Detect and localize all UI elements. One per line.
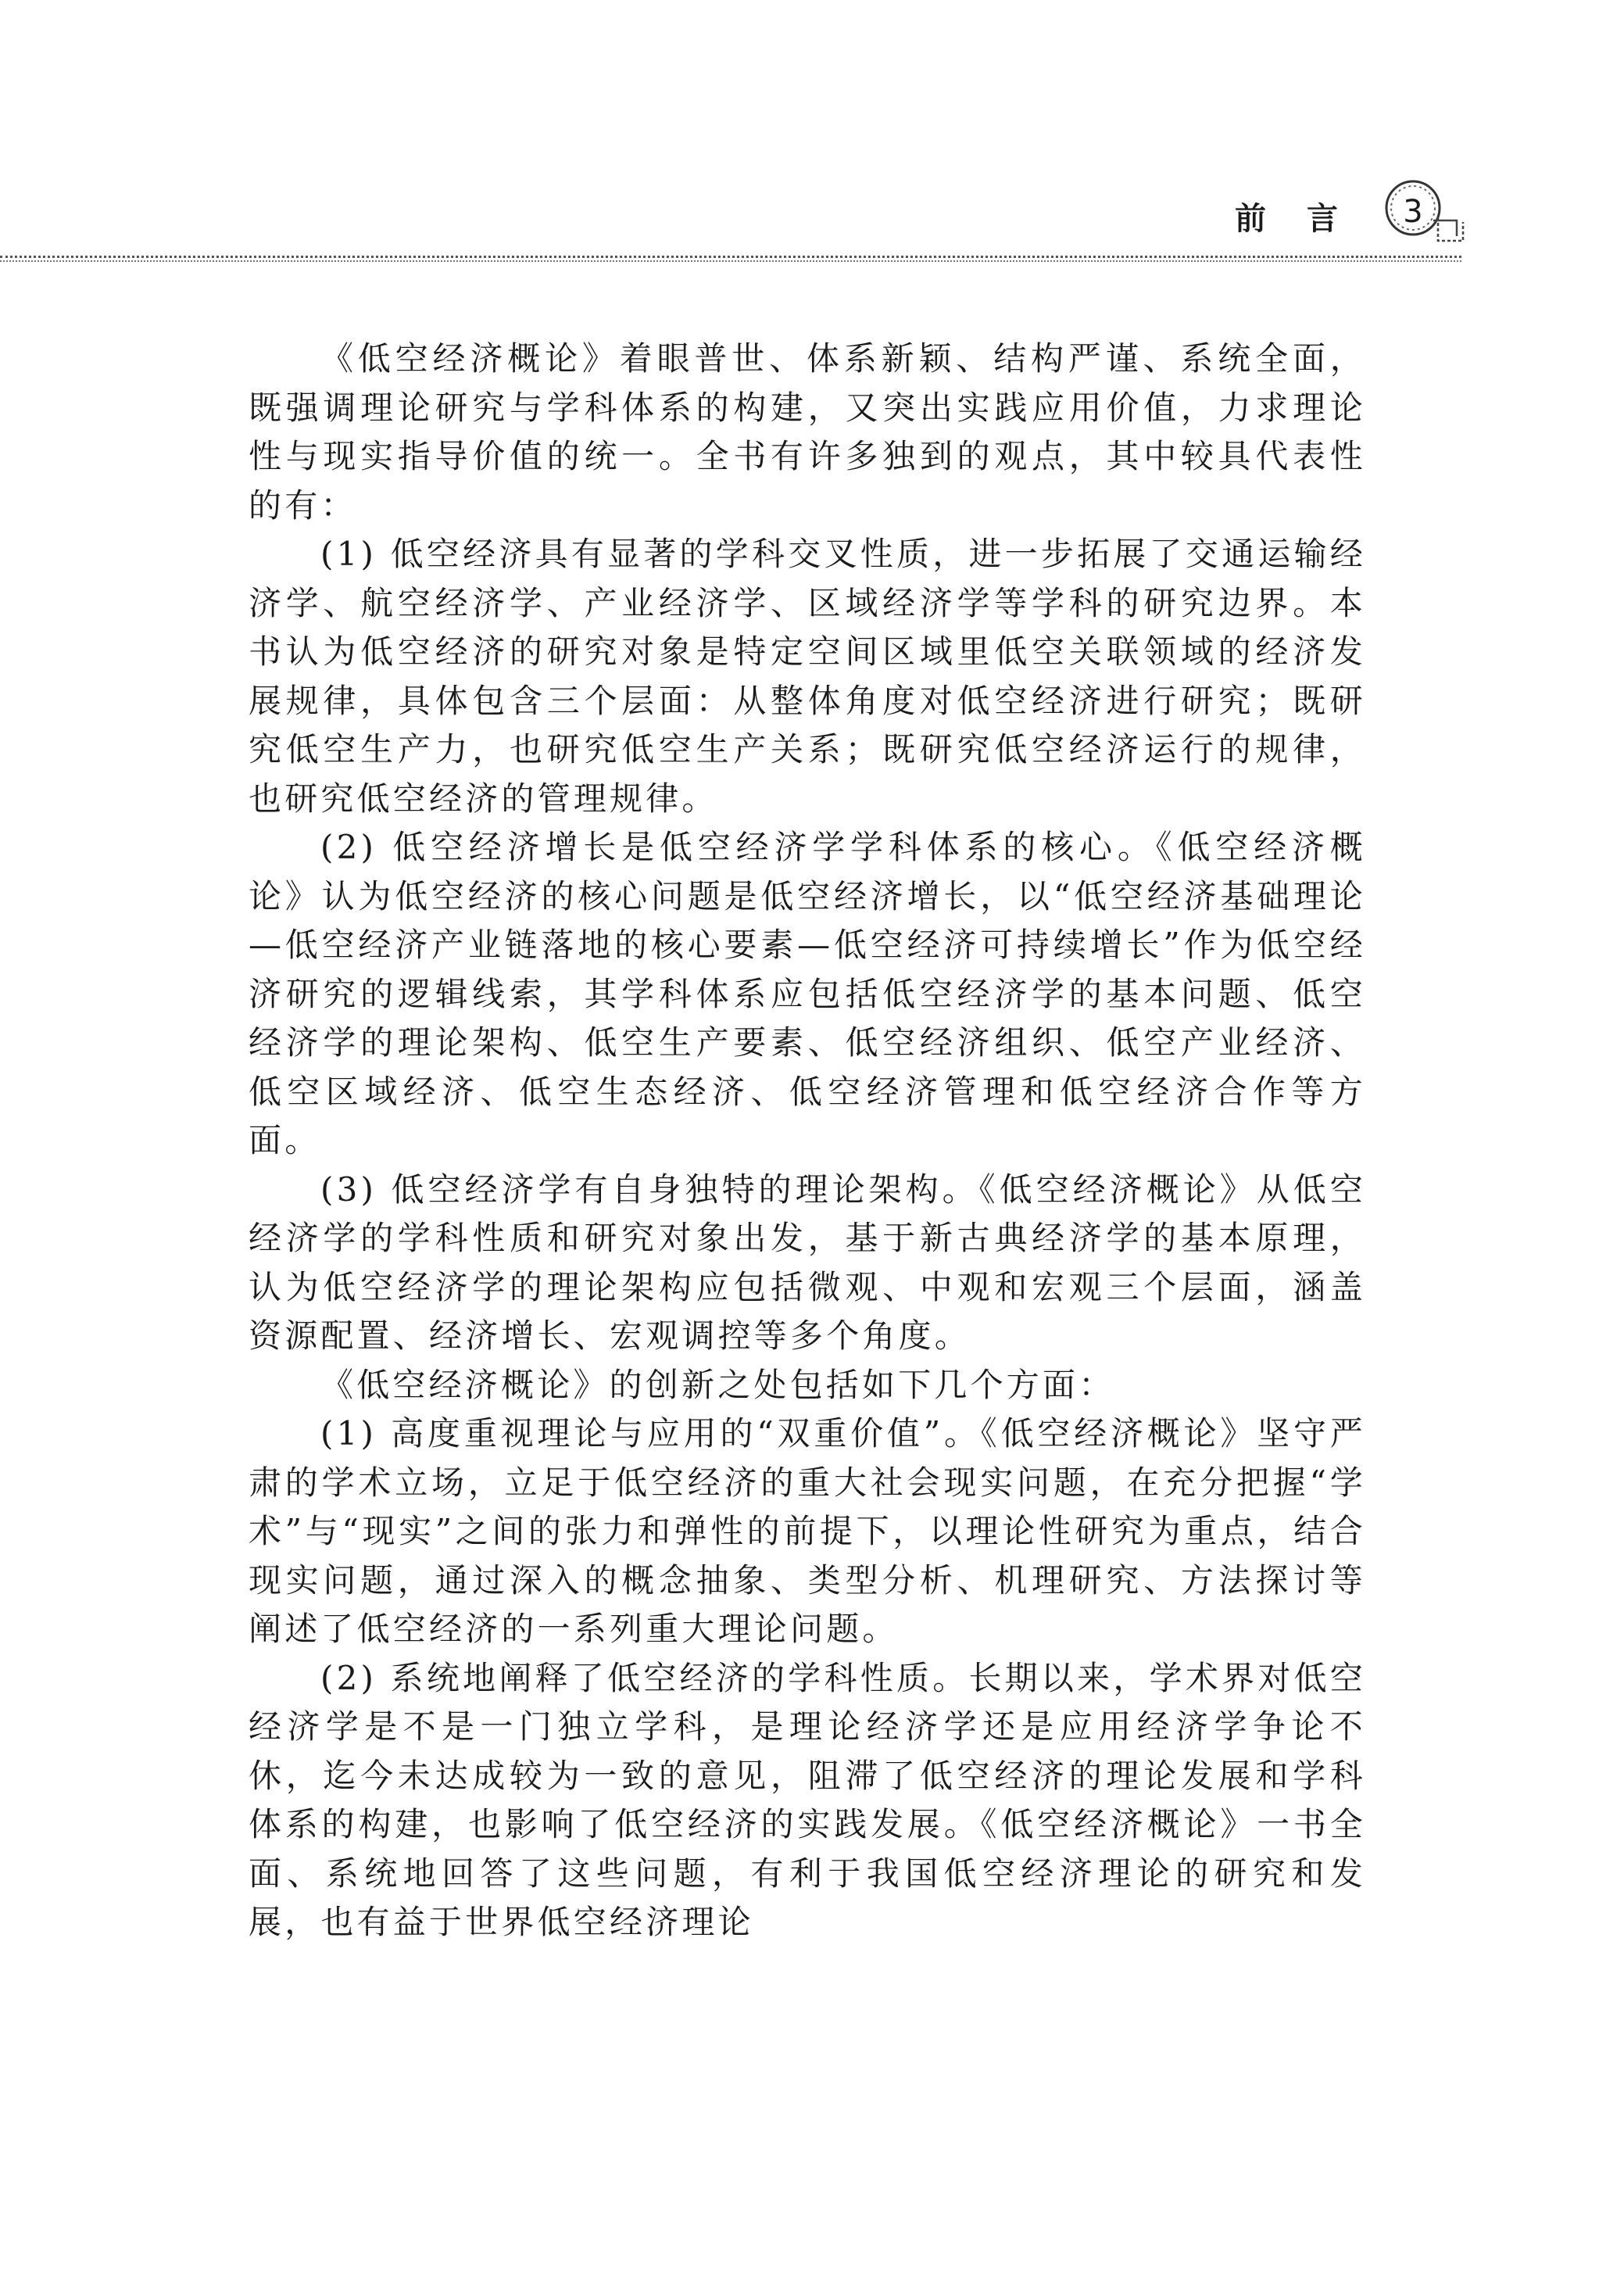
- running-head-title: 前言: [1235, 201, 1379, 237]
- page-number: 3: [1403, 194, 1423, 230]
- header-dotted-rule-inner: [0, 260, 1461, 262]
- paragraph-intro: 《低空经济概论》着眼普世、体系新颖、结构严谨、系统全面，既强调理论研究与学科体系的构建，又突出实践应用价值，力求理论性与现实指导价值的统一。全书有许多独到的观点，其中较具代表性的有：: [249, 339, 1366, 525]
- paragraph-innovation-intro: 《低空经济概论》的创新之处包括如下几个方面：: [320, 1365, 1115, 1404]
- paragraph-point-3: (3) 低空经济学有自身独特的理论架构。《低空经济概论》从低空经济学的学科性质和研究对象出发，基于新古典经济学的基本原理，认为低空经济学的理论架构应包括微观、中观和宏观三个层面，涵盖资源配置、经济增长、宏观调控等多个角度。: [249, 1170, 1366, 1355]
- header-dotted-rule: [0, 256, 1461, 258]
- paragraph-innovation-2: (2) 系统地阐释了低空经济的学科性质。长期以来，学术界对低空经济学是不是一门独立学科，是理论经济学还是应用经济学争论不休，迄今未达成较为一致的意见，阻滞了低空经济的理论发展和学科体系的构建，也影响了低空经济的实践发展。《低空经济概论》一书全面、系统地回答了这些问题，有利于我国低空经济理论的研究和发展，也有益于世界低空经济理论: [249, 1658, 1366, 1941]
- paragraph-point-2: (2) 低空经济增长是低空经济学学科体系的核心。《低空经济概论》认为低空经济的核心问题是低空经济增长，以“低空经济基础理论—低空经济产业链落地的核心要素—低空经济可持续增长”作为低空经济研究的逻辑线索，其学科体系应包括低空经济学的基本问题、低空经济学的理论架构、低空生产要素、低空经济组织、低空产业经济、低空区域经济、低空生态经济、低空经济管理和低空经济合作等方面。: [249, 828, 1366, 1159]
- body-text: [249, 335, 1366, 1947]
- paragraph-innovation-1: (1) 高度重视理论与应用的“双重价值”。《低空经济概论》坚守严肃的学术立场，立足于低空经济的重大社会现实问题，在充分把握“学术”与“现实”之间的张力和弹性的前提下，以理论性研究为重点，结合现实问题，通过深入的概念抽象、类型分析、机理研究、方法探讨等阐述了低空经济的一系列重大理论问题。: [249, 1414, 1366, 1648]
- paragraph-point-1: (1) 低空经济具有显著的学科交叉性质，进一步拓展了交通运输经济学、航空经济学、产业经济学、区域经济学等学科的研究边界。本书认为低空经济的研究对象是特定空间区域里低空关联领域的经济发展规律，具体包含三个层面：从整体角度对低空经济进行研究；既研究低空生产力，也研究低空生产关系；既研究低空经济运行的规律，也研究低空经济的管理规律。: [249, 535, 1366, 818]
